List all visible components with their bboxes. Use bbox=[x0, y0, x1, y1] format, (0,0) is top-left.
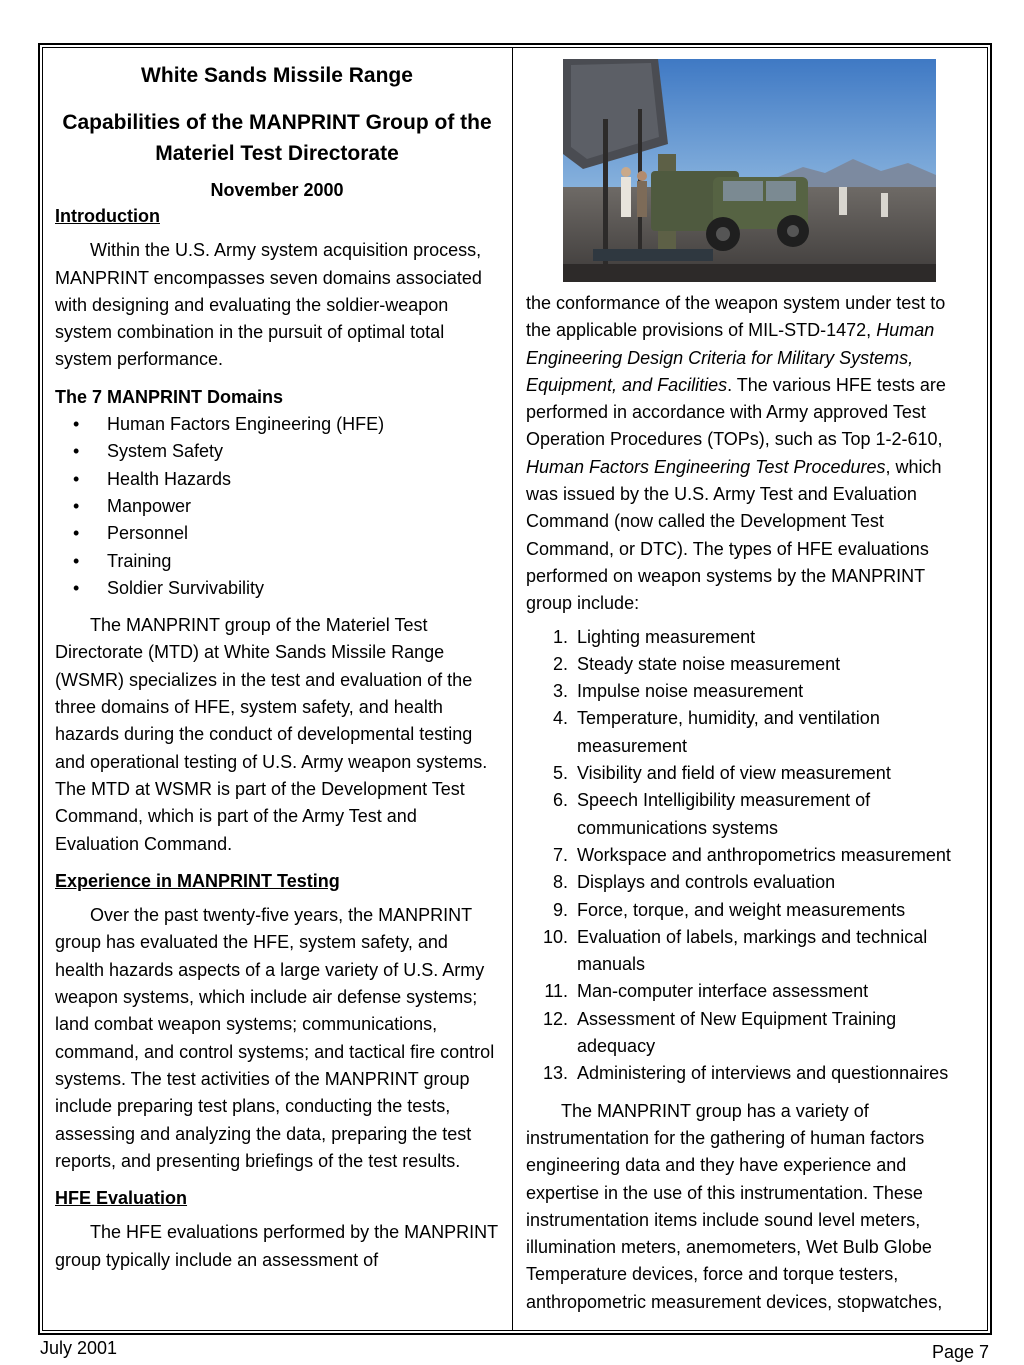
evaluation-number: 2. bbox=[552, 653, 568, 674]
evaluation-list-item bbox=[526, 1006, 972, 1061]
domains-heading: The 7 MANPRINT Domains bbox=[55, 386, 284, 407]
evaluation-number: 11. bbox=[544, 981, 568, 1002]
left-column bbox=[55, 60, 499, 1284]
document-date: November 2000 bbox=[210, 180, 344, 200]
evaluation-number: 6. bbox=[552, 790, 568, 811]
evaluations-list bbox=[526, 624, 972, 1088]
top-title: Human Factors Engineering Test Procedures bbox=[526, 456, 886, 477]
experience-paragraph: Over the past twenty-five years, the MANPRINT group has evaluated the HFE, system safety, and health hazards aspects of a large variety of U.S. Army weapon systems, which include air defense systems; land combat weapon systems; communications, command, and control systems; and tactical fire control systems. The test activities of the MANPRINT group include preparing test plans, conducting the tests, assessing and analyzing the data, preparing the test reports, and presenting briefings of the test results. bbox=[55, 905, 495, 1171]
domain-list-item: • System Safety bbox=[55, 438, 499, 465]
document-subtitle: Capabilities of the MANPRINT Group of the Materiel Test Directorate bbox=[62, 111, 492, 165]
evaluation-text: Lighting measurement bbox=[577, 626, 756, 647]
intro-heading: Introduction bbox=[55, 206, 160, 226]
evaluation-text: Displays and controls evaluation bbox=[577, 872, 836, 893]
evaluation-number: 8. bbox=[552, 872, 568, 893]
evaluation-list-item bbox=[526, 705, 972, 760]
hfe-heading: HFE Evaluation bbox=[55, 1188, 188, 1209]
footer-page-number: Page 7 bbox=[932, 1342, 990, 1362]
hfe-text-part-3: , which was issued by the U.S. Army Test and Evaluation Command (now called the Development Test Command, or DTC). The types of HFE evaluations performed on weapon systems by the MANPRINT group include: bbox=[526, 456, 942, 614]
evaluation-list-item bbox=[526, 678, 972, 705]
domains-list bbox=[55, 411, 499, 602]
evaluation-number: 4. bbox=[552, 708, 568, 729]
field-test-photo bbox=[563, 59, 936, 282]
evaluation-list-item bbox=[526, 760, 972, 787]
evaluation-text: Speech Intelligibility measurement of communications systems bbox=[577, 790, 871, 838]
domain-list-item: • Health Hazards bbox=[55, 466, 499, 493]
evaluation-list-item bbox=[526, 842, 972, 869]
evaluation-number: 12. bbox=[542, 1008, 568, 1029]
hfe-paragraph-start: The HFE evaluations performed by the MANPRINT group typically include an assessment of bbox=[55, 1222, 498, 1270]
evaluation-number: 7. bbox=[552, 844, 568, 865]
evaluation-number: 3. bbox=[552, 681, 568, 702]
evaluation-text: Administering of interviews and questionnaires bbox=[577, 1063, 949, 1084]
right-column bbox=[526, 290, 972, 1326]
evaluation-number: 13. bbox=[542, 1063, 568, 1084]
evaluation-text: Impulse noise measurement bbox=[577, 681, 804, 702]
evaluation-text: Temperature, humidity, and ventilation measurement bbox=[577, 708, 880, 756]
hfe-text-part-2: . The various HFE tests are performed in accordance with Army approved Test Operation Procedures (TOPs), such as Top 1-2-610, bbox=[526, 374, 946, 450]
hfe-text-part-1: the conformance of the weapon system under test to the applicable provisions of MIL-STD-1472, bbox=[526, 293, 946, 341]
document-title: White Sands Missile Range bbox=[141, 64, 413, 87]
evaluation-text: Steady state noise measurement bbox=[577, 653, 841, 674]
evaluation-text: Assessment of New Equipment Training adequacy bbox=[577, 1008, 897, 1057]
hfe-paragraph-continued bbox=[526, 290, 972, 618]
mil-std-title: Human Engineering Design Criteria for Military Systems, Equipment, and Facilities bbox=[526, 320, 935, 395]
domain-list-item: • Training bbox=[55, 548, 499, 575]
evaluation-number: 1. bbox=[552, 626, 568, 647]
evaluation-number: 5. bbox=[552, 763, 568, 784]
evaluation-list-item bbox=[526, 787, 972, 842]
experience-heading: Experience in MANPRINT Testing bbox=[55, 870, 340, 891]
evaluation-number: 9. bbox=[552, 899, 568, 920]
instrumentation-paragraph: The MANPRINT group has a variety of instrumentation for the gathering of human factors engineering data and they have experience and expertise in the use of this instrumentation. These instrumentation items include sound level meters, illumination meters, anemometers, Wet Bulb Globe Temperature devices, force and torque testers, anthropometric measurement devices, stopwatches, bbox=[526, 1100, 943, 1312]
evaluation-list-item bbox=[526, 897, 972, 924]
intro-paragraph: Within the U.S. Army system acquisition process, MANPRINT encompasses seven domains associated with designing and evaluating the soldier-weapon system combination in the pursuit of optimal total system performance. bbox=[55, 240, 482, 370]
evaluation-text: Visibility and field of view measurement bbox=[577, 763, 891, 784]
domain-list-item: • Human Factors Engineering (HFE) bbox=[55, 411, 499, 438]
evaluation-text: Man-computer interface assessment bbox=[577, 981, 869, 1002]
domain-list-item: • Manpower bbox=[55, 493, 499, 520]
column-divider bbox=[512, 47, 513, 1331]
evaluation-text: Evaluation of labels, markings and technical manuals bbox=[577, 926, 928, 975]
mtd-paragraph: The MANPRINT group of the Materiel Test Directorate (MTD) at White Sands Missile Range (WSMR) specializes in the test and evaluation of the three domains of HFE, system safety, and health hazards during the conduct of developmental testing and operational testing of U.S. Army weapon systems. The MTD at WSMR is part of the Development Test Command, which is part of the Army Test and Evaluation Command. bbox=[55, 615, 488, 854]
evaluation-text: Workspace and anthropometrics measurement bbox=[577, 844, 951, 865]
evaluation-list-item bbox=[526, 869, 972, 896]
domain-list-item: • Soldier Survivability bbox=[55, 575, 499, 602]
evaluation-list-item bbox=[526, 924, 972, 979]
evaluation-list-item bbox=[526, 651, 972, 678]
evaluation-list-item bbox=[526, 624, 972, 651]
evaluation-number: 10. bbox=[542, 926, 568, 947]
footer-date: July 2001 bbox=[40, 1338, 118, 1358]
domain-list-item: • Personnel bbox=[55, 520, 499, 547]
evaluation-list-item bbox=[526, 1060, 972, 1087]
evaluation-text: Force, torque, and weight measurements bbox=[577, 899, 906, 920]
evaluation-list-item bbox=[526, 978, 972, 1005]
